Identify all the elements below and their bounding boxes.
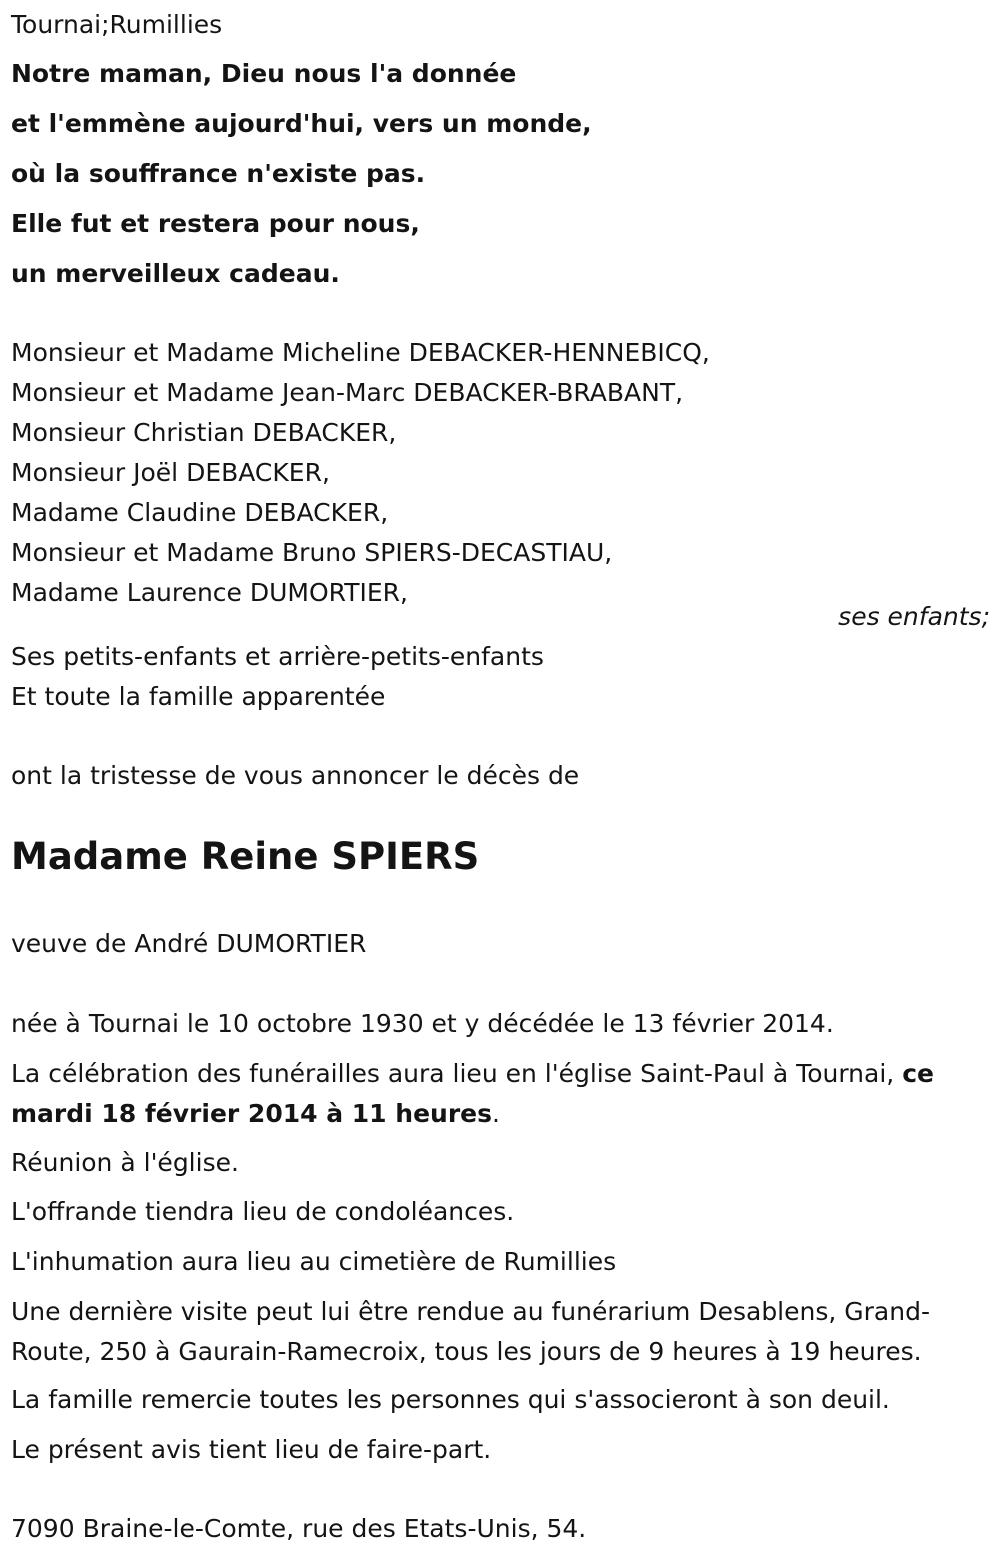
- child-3: Monsieur Christian DEBACKER,: [11, 418, 397, 447]
- family-line-1: Ses petits-enfants et arrière-petits-enfants: [11, 642, 544, 671]
- thanks: La famille remercie toutes les personnes qui s'associeront à son deuil.: [11, 1385, 890, 1414]
- location-header: Tournai;Rumillies: [11, 10, 223, 39]
- offering: L'offrande tiendra lieu de condoléances.: [11, 1197, 515, 1226]
- child-7: Madame Laurence DUMORTIER,: [11, 578, 408, 607]
- announcement: ont la tristesse de vous annoncer le décès de: [11, 761, 580, 790]
- children-label: ses enfants;: [838, 602, 990, 631]
- celebration-text: La célébration des funérailles aura lieu en l'église Saint-Paul à Tournai,: [11, 1059, 903, 1088]
- celebration-paragraph: [11, 1054, 996, 1134]
- notice: Le présent avis tient lieu de faire-part.: [11, 1435, 492, 1464]
- widow-of: veuve de André DUMORTIER: [11, 929, 367, 958]
- family-line-2: Et toute la famille apparentée: [11, 682, 386, 711]
- child-1: Monsieur et Madame Micheline DEBACKER-HENNEBICQ,: [11, 338, 710, 367]
- poem-line-1: Notre maman, Dieu nous l'a donnée: [11, 59, 517, 88]
- poem-line-3: où la souffrance n'existe pas.: [11, 159, 426, 188]
- birth-death: née à Tournai le 10 octobre 1930 et y décédée le 13 février 2014.: [11, 1009, 834, 1038]
- child-6: Monsieur et Madame Bruno SPIERS-DECASTIAU,: [11, 538, 613, 567]
- deceased-name: Madame Reine SPIERS: [11, 835, 480, 878]
- poem-line-5: un merveilleux cadeau.: [11, 259, 340, 288]
- celebration-end: .: [492, 1099, 500, 1128]
- poem-line-4: Elle fut et restera pour nous,: [11, 209, 420, 238]
- burial: L'inhumation aura lieu au cimetière de Rumillies: [11, 1247, 617, 1276]
- address: 7090 Braine-le-Comte, rue des Etats-Unis, 54.: [11, 1514, 587, 1543]
- child-5: Madame Claudine DEBACKER,: [11, 498, 389, 527]
- poem-line-2: et l'emmène aujourd'hui, vers un monde,: [11, 109, 592, 138]
- visit: Une dernière visite peut lui être rendue au funérarium Desablens, Grand-Route, 250 à Gaurain-Ramecroix, tous les jours de 9 heures à 19 heures.: [11, 1297, 930, 1366]
- celebration-date: ce mardi 18 février 2014 à 11 heures: [11, 1059, 934, 1128]
- child-4: Monsieur Joël DEBACKER,: [11, 458, 330, 487]
- child-2: Monsieur et Madame Jean-Marc DEBACKER-BRABANT,: [11, 378, 684, 407]
- meeting: Réunion à l'église.: [11, 1148, 239, 1177]
